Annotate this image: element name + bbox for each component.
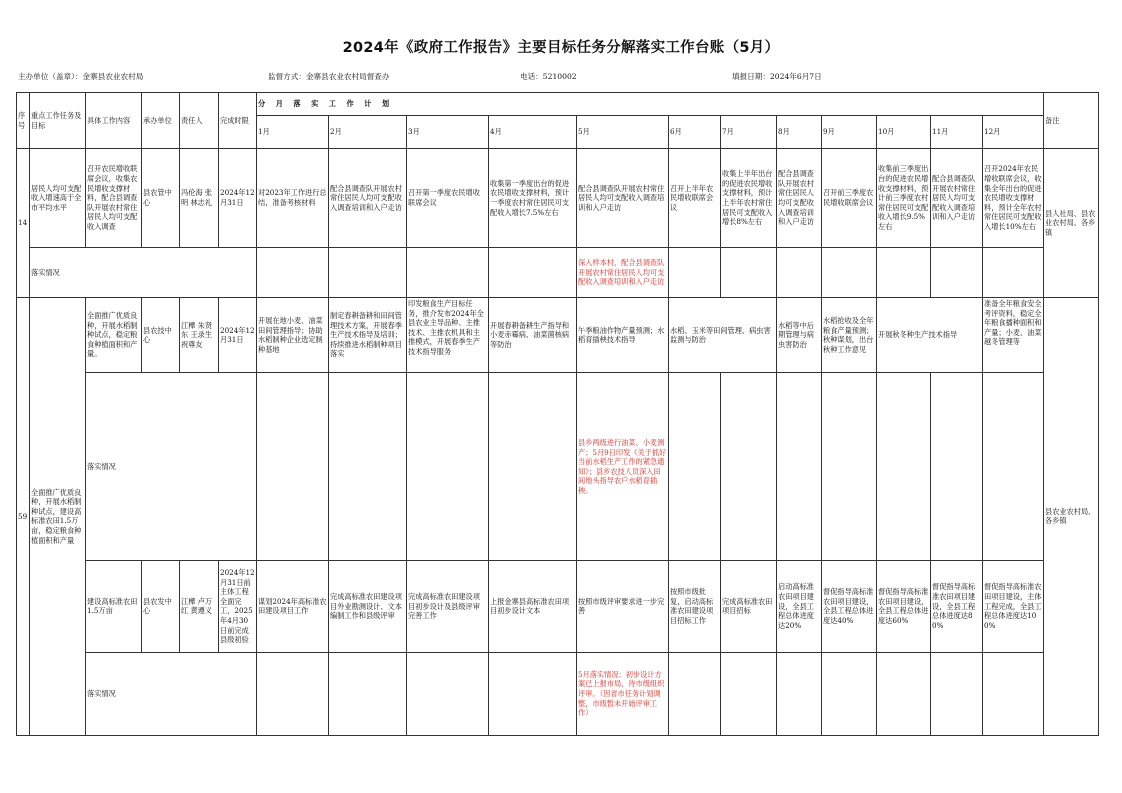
- page-title: 2024年《政府工作报告》主要目标任务分解落实工作台账（5月）: [342, 40, 780, 56]
- header-task: 重点工作任务及目标: [30, 93, 86, 149]
- plan-month-2: 完成高标准农田建设项目外业勘测设计、文本编制工作和县级评审: [329, 561, 407, 652]
- plan-month-3: 完成高标准农田建设项目初步设计及县级评审完善工作: [407, 561, 489, 652]
- header-deadline: 完成时限: [219, 93, 257, 149]
- header-remark: 备注: [1044, 93, 1099, 149]
- responsible-unit: 县农管中心: [142, 149, 180, 247]
- plan-month-8: 启动高标准农田项目建设，全县工程总体进度达20%: [777, 561, 822, 652]
- progress-label: 落实情况: [30, 247, 257, 297]
- plan-month-5: 配合县调查队开展农村常住居民人均可支配收入调查培训和入户走访: [577, 149, 669, 247]
- responsible-unit: 县农发中心: [142, 561, 180, 652]
- plan-month-12: [983, 297, 1044, 372]
- work-content: 召开农民增收联席会议，收集农民增收支撑材料，配合县调查队开展农村常住居民人均可支配收入调查: [86, 149, 142, 247]
- header-month: 12月: [983, 116, 1044, 149]
- task-goal: 居民人均可支配收入增速高于全市平均水平: [30, 149, 86, 247]
- plan-month-3: 召开第一季度农民增收联席会议: [407, 149, 489, 247]
- responsible-person: 江樺 朱贤东 王录生 祝尊友: [180, 297, 219, 372]
- remark: 县人社局、县农业农村局、各乡镇: [1044, 149, 1099, 298]
- remark: 县农业农村局、各乡镇: [1044, 297, 1099, 735]
- plan-month-8: 配合县调查队开展农村常住居民人均可支配收入调查培训和入户走访: [777, 149, 822, 247]
- responsible-person: 冯伦海 张明 林志礼: [180, 149, 219, 247]
- supervision-method: 监督方式：金寨县农业农村局督查办: [268, 72, 390, 81]
- plan-month-3-text: 印发粮食生产目标任务，推介发布2024年全县农业主导品种、主推技术、主推农机具和主推模式，开展春季生产技术指导服务: [408, 299, 484, 357]
- plan-month-10: 收集前三季度出台的促进农民增收支撑材料，预计前三季度农村常住居民可支配收入增长9.5%左右: [877, 149, 931, 247]
- plan-month-7: 水稻等中后期管理与病虫害防治: [777, 297, 822, 372]
- deadline: 2024年12月31日: [219, 149, 257, 247]
- header-seq: 序号: [17, 93, 30, 149]
- plan-month-12-text: 准备全年粮食安全考评资料，稳定全年粮食播种面积和产量；小麦、油菜越冬管理等: [984, 299, 1042, 347]
- plan-month-5: 按照市级评审要求进一步完善: [577, 561, 669, 652]
- plan-month-4: 收集第一季度出台的促进农民增收支撑材料，预计一季度农村常住居民可支配收入增长7.5%左右: [489, 149, 577, 247]
- plan-month-2: 制定春耕备耕和田间管理技术方案，开展春季生产技术指导及培训；持续推进水稻制种项目落实: [329, 297, 407, 372]
- plan-month-12: 督促指导高标准农田项目建设，主体工程完成，全县工程总体进度达100%: [983, 561, 1044, 652]
- header-month: 10月: [877, 116, 931, 149]
- deadline: 2024年12月31日前主体工程全面完工，2025年4月30日前完成县级初验: [219, 561, 257, 652]
- work-content: 建设高标准农田1.5万亩: [86, 561, 142, 652]
- progress-label: 落实情况: [86, 373, 257, 561]
- fill-date: 填报日期：2024年6月7日: [732, 72, 822, 81]
- plan-month-11: 督促指导高标准农田项目建设，全县工程总体进度达80%: [931, 561, 983, 652]
- task-seq: 59: [17, 297, 30, 735]
- contact-phone: 电话：5210002: [520, 72, 577, 81]
- header-month: 3月: [407, 116, 489, 149]
- header-month: 11月: [931, 116, 983, 149]
- task-seq: 14: [17, 149, 30, 298]
- header-month: 4月: [489, 116, 577, 149]
- plan-month-11: 配合县调查队开展农村常住居民人均可支配收入调查培训和入户走访: [931, 149, 983, 247]
- plan-month-1: 开展在地小麦、油菜田间管理指导；协助水稻制种企业选定制种基地: [257, 297, 329, 372]
- plan-month-2: 配合县调查队开展农村常住居民人均可支配收入调查培训和入户走访: [329, 149, 407, 247]
- header-month: 9月: [822, 116, 877, 149]
- progress-may: 5月落实情况：初步设计方案已上报市局，待市级组织评审。（因省市任务计划调整，市级暂未开始评审工作）: [577, 652, 669, 735]
- progress-label: 落实情况: [86, 652, 257, 735]
- header-unit: 承办单位: [142, 93, 180, 149]
- plan-month-10: 督促指导高标准农田项目建设，全县工程总体进度达60%: [877, 561, 931, 652]
- plan-month-7: 完成高标准农田项目招标: [721, 561, 777, 652]
- header-month: 5月: [577, 116, 669, 149]
- plan-month-12: 召开2024年农民增收联席会议，收集全年出台的促进农民增收支撑材料，预计全年农村常住居民可支配收入增长10%左右: [983, 149, 1044, 247]
- responsible-unit: 县农技中心: [142, 297, 180, 372]
- plan-month-6: 按照市级批复，启动高标准农田建设项目招标工作: [669, 561, 721, 652]
- plan-month-1: 谋划2024年高标准农田建设项目工作: [257, 561, 329, 652]
- plan-month-9-10: 开展秋冬种生产技术指导: [877, 297, 983, 372]
- header-month: 1月: [257, 116, 329, 149]
- header-content: 具体工作内容: [86, 93, 142, 149]
- plan-month-8: 水稻抢收及全年粮食产量预测；秋种谋划，出台秋种工作意见: [822, 297, 877, 372]
- plan-month-3: [407, 297, 489, 372]
- responsible-person: 江樺 卢万红 黄遵义: [180, 561, 219, 652]
- progress-may: 深入样本村，配合县调查队开展农村常住居民人均可支配收入调查培训和入户走访: [577, 247, 669, 297]
- header-month: 6月: [669, 116, 721, 149]
- plan-month-6: 召开上半年农民增收联席会议: [669, 149, 721, 247]
- plan-month-5: 午季粮油作物产量预测；水稻育插秧技术指导: [577, 297, 669, 372]
- progress-may: 县乡两级进行油菜、小麦测产；5月9日印发《关于抓好当前水稻生产工作的紧急通知》；县乡农技人员深入田间地头指导农户水稻育插秧。: [577, 373, 669, 561]
- header-month: 8月: [777, 116, 822, 149]
- ledger-table: [16, 92, 1099, 736]
- deadline: 2024年12月31日: [219, 297, 257, 372]
- plan-month-9: 督促指导高标准农田项目建设，全县工程总体进度达40%: [822, 561, 877, 652]
- header-month: 2月: [329, 116, 407, 149]
- header-month: 7月: [721, 116, 777, 149]
- task-goal: 全面推广优质良种，开展水稻制种试点，建设高标准农田1.5万亩，稳定粮食种植面积和产量: [30, 297, 86, 735]
- header-monthly-plan: 分 月 落 实 工 作 计 划: [257, 93, 1044, 116]
- work-content: 全面推广优质良种，开展水稻制种试点，稳定粮食种植面积和产量。: [86, 297, 142, 372]
- plan-month-6-7: 水稻、玉米等田间管理、病虫害监测与防治: [669, 297, 777, 372]
- plan-month-4: 开展春耕备耕生产指导和小麦赤霉病、油菜菌核病等防治: [489, 297, 577, 372]
- plan-month-9: 召开前三季度农民增收联席会议: [822, 149, 877, 247]
- header-person: 责任人: [180, 93, 219, 149]
- plan-month-7: 收集上半年出台的促进农民增收支撑材料，预计上半年农村常住居民可支配收入增长8%左右: [721, 149, 777, 247]
- plan-month-1: 对2023年工作进行总结，准备考核材料: [257, 149, 329, 247]
- plan-month-4: 上报金寨县高标准农田项目初步设计文本: [489, 561, 577, 652]
- host-unit: 主办单位（盖章）：金寨县农业农村局: [18, 72, 144, 81]
